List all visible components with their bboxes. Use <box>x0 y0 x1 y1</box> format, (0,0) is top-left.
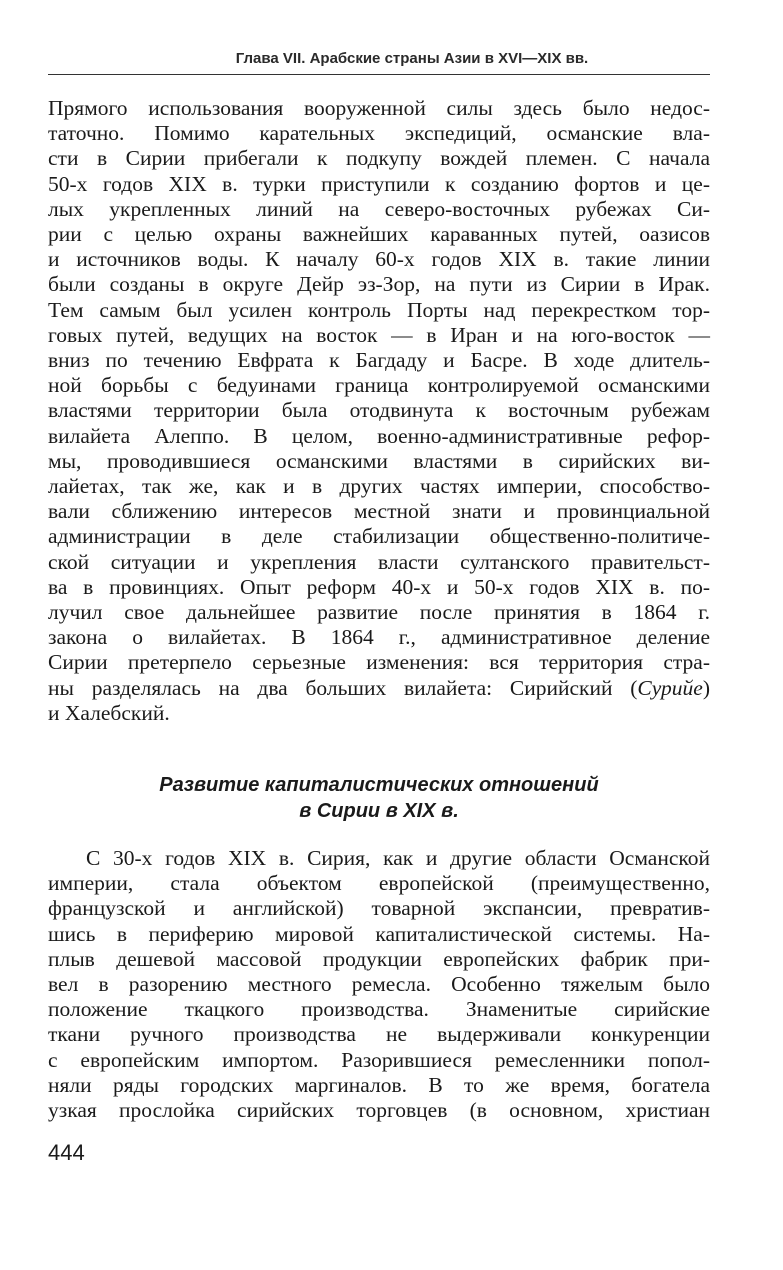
text-line: ной борьбы с бедуинами граница контролируемой османскими <box>48 373 710 398</box>
text-line: вел в разорению местного ремесла. Особенно тяжелым было <box>48 972 710 997</box>
text-line: таточно. Помимо карательных экспедиций, османские вла- <box>48 121 710 146</box>
text-line <box>48 676 710 701</box>
text-line: были созданы в округе Дейр эз-Зор, на пути из Сирии в Ирак. <box>48 272 710 297</box>
text-line: узкая прослойка сирийских торговцев (в основном, христиан <box>48 1098 710 1123</box>
paragraph-2 <box>48 846 710 1123</box>
italic-term: Сурийе <box>637 675 703 700</box>
section-heading-line: в Сирии в XIX в. <box>299 800 459 822</box>
text-line: властями территории была отодвинута к восточным рубежам <box>48 398 710 423</box>
text-line: С 30-х годов XIX в. Сирия, как и другие области Османской <box>86 846 710 870</box>
text-line: ской ситуации и укрепления власти султанского правительст- <box>48 549 710 574</box>
text-line: вниз по течению Евфрата к Багдаду и Басре. В ходе длитель- <box>48 348 710 373</box>
page-number: 444 <box>48 1140 85 1165</box>
text-line: сти в Сирии прибегали к подкупу вождей племен. С начала <box>48 146 710 171</box>
text-line: вилайета Алеппо. В целом, военно-административные рефор- <box>48 423 710 448</box>
text-line: ва в провинциях. Опыт реформ 40-х и 50-х годов XIX в. по- <box>48 574 710 599</box>
text-line: лайетах, так же, как и в других частях империи, способство- <box>48 474 710 499</box>
running-head: Глава VII. Арабские страны Азии в XVI—XIX вв. <box>235 50 589 67</box>
text-line: империи, стала объектом европейской (преимущественно, <box>48 871 710 896</box>
text-line: говых путей, ведущих на восток — в Иран и на юго-восток — <box>48 322 710 347</box>
text-fragment: ны разделялась на два больших вилайета: Сирийский ( <box>48 675 638 700</box>
text-line: мы, проводившиеся османскими властями в сирийских ви- <box>48 448 710 473</box>
text-line: с европейским импортом. Разорившиеся ремесленники попол- <box>48 1047 710 1072</box>
text-line: и Халебский. <box>48 700 170 725</box>
section-heading <box>48 772 710 824</box>
text-line: положение ткацкого производства. Знаменитые сирийские <box>48 997 710 1022</box>
text-line: Тем самым был усилен контроль Порты над перекрестком тор- <box>48 297 710 322</box>
text-line: закона о вилайетах. В 1864 г., административное деление <box>48 625 710 650</box>
text-line: лучил свое дальнейшее развитие после принятия в 1864 г. <box>48 600 710 625</box>
text-line: Прямого использования вооруженной силы здесь было недос- <box>48 96 710 120</box>
text-line: плыв дешевой массовой продукции европейских фабрик при- <box>48 946 710 971</box>
text-line: вали сближению интересов местной знати и провинциальной <box>48 499 710 524</box>
text-line: рии с целью охраны важнейших караванных путей, оазисов <box>48 222 710 247</box>
text-line: Сирии претерпело серьезные изменения: вся территория стра- <box>48 650 710 675</box>
text-line: ткани ручного производства не выдерживали конкуренции <box>48 1022 710 1047</box>
text-line: администрации в деле стабилизации общественно-политиче- <box>48 524 710 549</box>
section-heading-line: Развитие капиталистических отношений <box>159 774 599 796</box>
text-line: французской и английской) товарной экспансии, превратив- <box>48 896 710 921</box>
text-line: 50-х годов XIX в. турки приступили к созданию фортов и це- <box>48 171 710 196</box>
text-line: лых укрепленных линий на северо-восточных рубежах Си- <box>48 196 710 221</box>
text-fragment: ) <box>702 675 710 700</box>
text-line: шись в периферию мировой капиталистической системы. На- <box>48 921 710 946</box>
text-line: няли ряды городских маргиналов. В то же время, богатела <box>48 1072 710 1097</box>
text-line: и источников воды. К началу 60-х годов XIX в. такие линии <box>48 247 710 272</box>
header-rule <box>48 74 710 75</box>
paragraph-1 <box>48 96 710 726</box>
